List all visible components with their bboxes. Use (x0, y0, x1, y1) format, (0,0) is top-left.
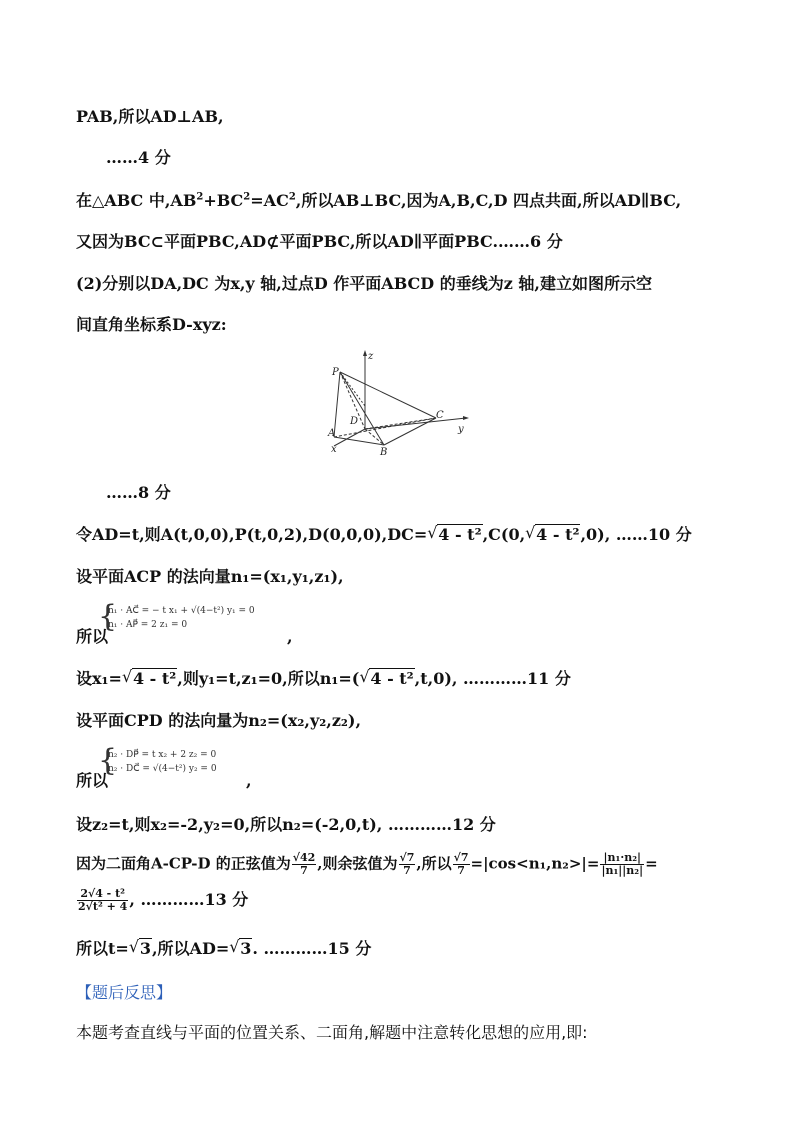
label-z: z (368, 351, 374, 362)
score-8: ……8 分 (106, 483, 171, 502)
label-b: B (380, 447, 388, 458)
score-4: ……4 分 (106, 148, 171, 167)
label-c: C (436, 410, 444, 421)
text-line-17: 所以t=√ 3,所以AD=√ 3. …………15 分 (76, 938, 371, 960)
text-line-3: 在△ABC 中$,AB^2+BC^2=AC^2$,所以AB⊥BC,因为A,B,C,D 四点共面,所以AD∥BC, (76, 191, 682, 210)
reflection-heading: 【题后反思】 (76, 983, 173, 1002)
text-line-14: 设z₂=t,则x₂=-2,y₂=0,所以n₂=(-2,0,t), …………12 分 (76, 815, 496, 834)
coordinate-figure (326, 348, 472, 460)
equation-system-1: { n₁ · AC⃗ = − t x₁ + √(4−t²) y₁ = 0 n₁ · AP⃗ = 2 z₁ = 0 (98, 599, 255, 634)
text-line-16: $\frac{\text{2√4 - t²}}{\text{2√t² + 4}}$ , …………13 分 (78, 887, 249, 913)
text-line-1: PAB,所以AD⊥AB, (76, 107, 224, 126)
text-line-12: 设平面CPD 的法向量为n₂=(x₂,y₂,z₂), (76, 711, 362, 730)
label-y: y (458, 424, 464, 435)
text-line-4: 又因为BC⊂平面PBC,AD⊄平面PBC,所以AD∥平面PBC.……6 分 (76, 232, 563, 251)
label-d: D (350, 416, 359, 427)
text-line-5: (2)分别以DA,DC 为x,y 轴,过点D 作平面ABCD 的垂线为z 轴,建立如图所示空 (76, 274, 652, 293)
text-line-10: 所以 (76, 627, 109, 646)
comma-1: , (287, 627, 293, 646)
text-line-9: 设平面ACP 的法向量n₁=(x₁,y₁,z₁), (76, 567, 344, 586)
text-line-11: 设x₁=√ 4 - t²,则y₁=t,z₁=0,所以n₁=(√ 4 - t²,t,0), …………11 分 (76, 668, 571, 690)
label-p: P (332, 367, 339, 378)
equation-system-2: { n₂ · DP⃗ = t x₂ + 2 z₂ = 0 n₂ · DC⃗ = √(4−t²) y₂ = 0 (98, 743, 217, 778)
reflection-text: 本题考查直线与平面的位置关系、二面角,解题中注意转化思想的应用,即: (76, 1023, 588, 1042)
comma-2: , (246, 771, 252, 790)
text-line-8: 令AD=t,则A(t,0,0),P(t,0,2),D(0,0,0),DC=√ 4 - t²,C(0,√ 4 - t²,0), ……10 分 (76, 524, 692, 546)
label-x: x (331, 444, 337, 455)
text-line-13: 所以 (76, 771, 109, 790)
text-line-6: 间直角坐标系D-xyz: (76, 315, 227, 334)
label-a: A (328, 428, 336, 439)
text-line-15: 因为二面角A-CP-D 的正弦值为 $\frac{√42}{7}$ ,则余弦值为 $\frac{√7}{7}$ ,所以 $\frac{√7}{7}$ =|cos<n₁,n₂>|= $\frac{\text{|n₁·n₂|}}{\text{|n₁||n₂|}}$ = (76, 851, 658, 877)
